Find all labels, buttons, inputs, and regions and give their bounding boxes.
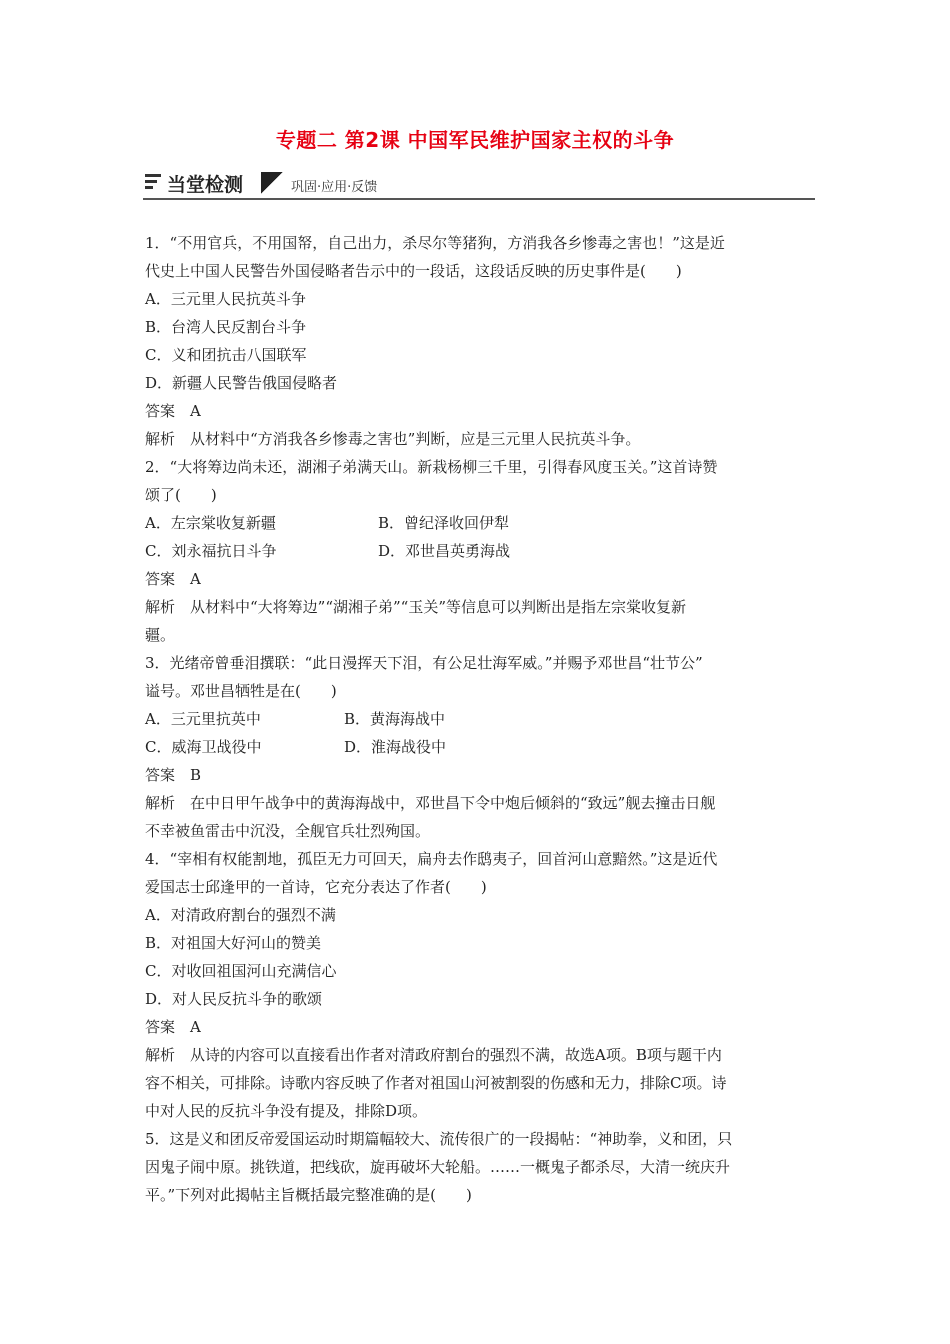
option: A．三元里人民抗英斗争 (145, 290, 306, 308)
answer: 答案 A (145, 1018, 201, 1036)
option-row (145, 733, 809, 761)
option: B．台湾人民反割台斗争 (145, 318, 307, 336)
question-stem: 1．“不用官兵，不用国帑，自己出力，杀尽尔等猪狗，方消我各乡惨毒之害也！”这是近 (145, 234, 725, 252)
option: D．淮海战役中 (344, 738, 447, 756)
option: A．三元里抗英中 (145, 710, 261, 728)
question-stem: 5．这是义和团反帝爱国运动时期篇幅较大、流传很广的一段揭帖：“神助拳，义和团，只 (145, 1130, 733, 1148)
answer: 答案 A (145, 402, 201, 420)
question-2 (145, 453, 809, 649)
option: A．左宗棠收复新疆 (145, 514, 276, 532)
analysis: 不幸被鱼雷击中沉没，全舰官兵壮烈殉国。 (145, 822, 431, 840)
analysis: 解析 从材料中“大将筹边”“湖湘子弟”“玉关”等信息可以判断出是指左宗棠收复新 (145, 598, 687, 616)
option: C．对收回祖国河山充满信心 (145, 962, 337, 980)
question-stem: 谥号。邓世昌牺牲是在( ) (145, 682, 337, 700)
question-stem: 因鬼子闹中原。挑铁道，把线砍，旋再破坏大轮船。……一概鬼子都杀尽，大清一统庆升 (145, 1158, 731, 1176)
question-stem: 平。”下列对此揭帖主旨概括最完整准确的是( ) (145, 1186, 472, 1204)
option: C．义和团抗击八国联军 (145, 346, 307, 364)
option: C．刘永福抗日斗争 (145, 542, 277, 560)
question-stem: 代史上中国人民警告外国侵略者告示中的一段话，这段话反映的历史事件是( ) (145, 262, 682, 280)
analysis: 容不相关，可排除。诗歌内容反映了作者对祖国山河被割裂的伤感和无力，排除C项。诗 (145, 1074, 727, 1092)
analysis: 中对人民的反抗斗争没有提及，排除D项。 (145, 1102, 428, 1120)
section-label: 当堂检测 (167, 174, 244, 196)
question-4 (145, 845, 809, 1125)
option: D．对人民反抗斗争的歌颂 (145, 990, 323, 1008)
stripes-icon (145, 174, 161, 192)
question-stem: 2．“大将筹边尚未还，湖湘子弟满天山。新栽杨柳三千里，引得春风度玉关。”这首诗赞 (145, 458, 718, 476)
question-stem: 3．光绪帝曾垂泪撰联：“此日漫挥天下泪，有公足壮海军威。”并赐予邓世昌“壮节公” (145, 654, 703, 672)
question-stem: 4．“宰相有权能割地，孤臣无力可回天，扁舟去作鸱夷子，回首河山意黯然。”这是近代 (145, 850, 718, 868)
option: B．黄海海战中 (344, 710, 446, 728)
answer: 答案 B (145, 766, 202, 784)
question-5 (145, 1125, 809, 1209)
question-stem: 颂了( ) (145, 486, 217, 504)
option: D．新疆人民警告俄国侵略者 (145, 374, 338, 392)
page-title: 专题二 第2课 中国军民维护国家主权的斗争 (275, 128, 675, 152)
question-stem: 爱国志士邱逢甲的一首诗，它充分表达了作者( ) (145, 878, 487, 896)
answer: 答案 A (145, 570, 201, 588)
analysis: 疆。 (145, 626, 176, 644)
option: B．对祖国大好河山的赞美 (145, 934, 322, 952)
section-subtitle: 巩固·应用·反馈 (291, 180, 378, 195)
option-row (145, 705, 809, 733)
analysis: 解析 从诗的内容可以直接看出作者对清政府割台的强烈不满，故选A项。B项与题干内 (145, 1046, 722, 1064)
section-banner (143, 170, 815, 200)
option-row (145, 537, 809, 565)
banner-separator (261, 172, 283, 194)
question-list (145, 229, 809, 1209)
analysis: 解析 从材料中“方消我各乡惨毒之害也”判断，应是三元里人民抗英斗争。 (145, 430, 641, 448)
analysis: 解析 在中日甲午战争中的黄海海战中，邓世昌下令中炮后倾斜的“致远”舰去撞击日舰 (145, 794, 716, 812)
option: D．邓世昌英勇海战 (378, 542, 511, 560)
question-1 (145, 229, 809, 453)
option-row (145, 509, 809, 537)
option: C．威海卫战役中 (145, 738, 262, 756)
option: B．曾纪泽收回伊犁 (378, 514, 510, 532)
question-3 (145, 649, 809, 845)
option: A．对清政府割台的强烈不满 (145, 906, 336, 924)
